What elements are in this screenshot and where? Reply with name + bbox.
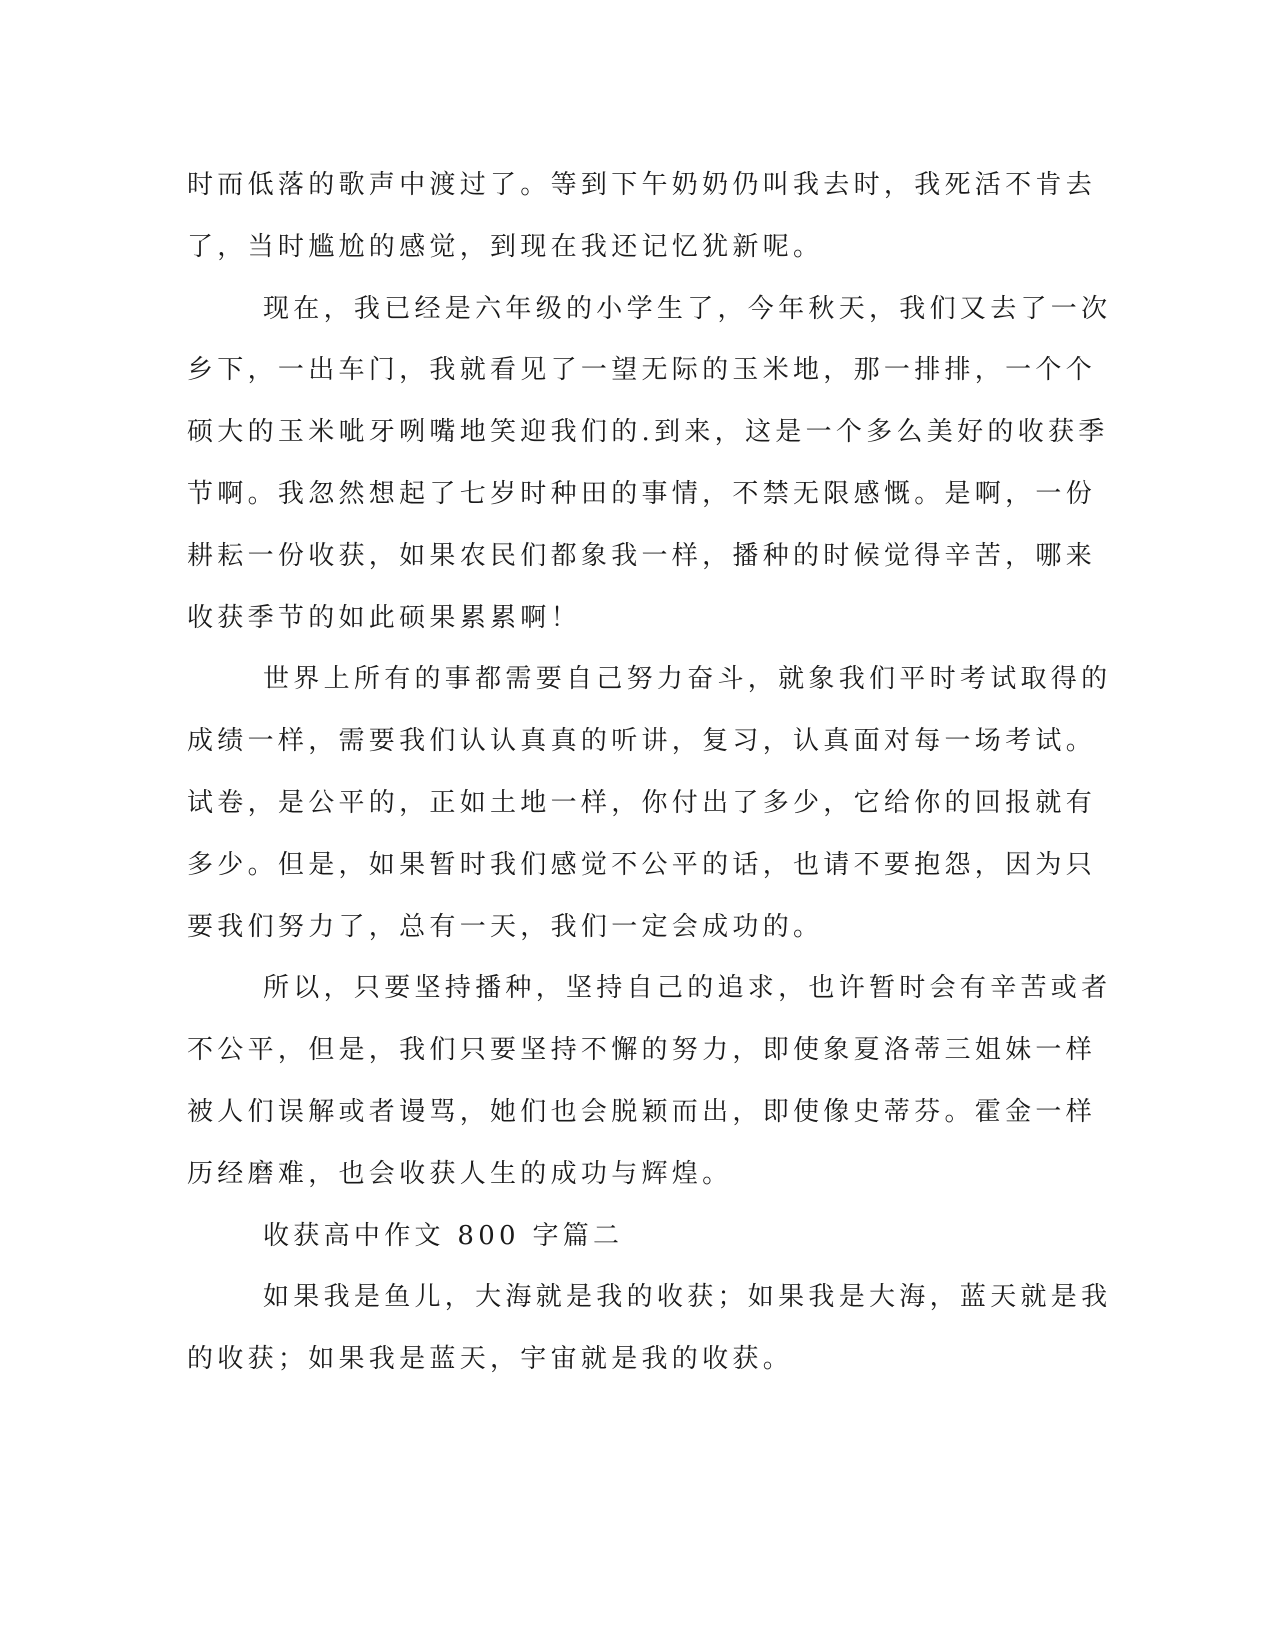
text-line: 现在，我已经是六年级的小学生了，今年秋天，我们又去了一次 [263,293,1112,324]
text-line: 的收获；如果我是蓝天，宇宙就是我的收获。 [187,1344,794,1375]
text-line: 乡下，一出车门，我就看见了一望无际的玉米地，那一排排，一个个 [187,355,1097,386]
document-body [187,155,1112,1391]
text-line: 试卷，是公平的，正如土地一样，你付出了多少，它给你的回报就有 [187,787,1097,818]
text-line: 硕大的玉米呲牙咧嘴地笑迎我们的.到来，这是一个多么美好的收获季 [187,417,1109,448]
text-line: 时而低落的歌声中渡过了。等到下午奶奶仍叫我去时，我死活不肯去 [187,170,1097,200]
text-line: 耕耘一份收获，如果农民们都象我一样，播种的时候觉得辛苦，哪来 [187,540,1097,571]
text-line: 不公平，但是，我们只要坚持不懈的努力，即使象夏洛蒂三姐妹一样 [187,1035,1097,1066]
text-line: 多少。但是，如果暂时我们感觉不公平的话，也请不要抱怨，因为只 [187,849,1097,880]
text-line: 成绩一样，需要我们认认真真的听讲，复习，认真面对每一场考试。 [187,726,1097,757]
text-line: 历经磨难，也会收获人生的成功与辉煌。 [187,1158,733,1189]
text-line: 收获高中作文 800 字篇二 [263,1220,624,1251]
text-line: 了，当时尴尬的感觉，到现在我还记忆犹新呢。 [187,231,824,262]
text-line: 所以，只要坚持播种，坚持自己的追求，也许暂时会有辛苦或者 [263,973,1112,1004]
text-line: 世界上所有的事都需要自己努力奋斗，就象我们平时考试取得的 [263,664,1112,695]
text-line: 收获季节的如此硕果累累啊！ [187,602,581,633]
text-line: 如果我是鱼儿，大海就是我的收获；如果我是大海，蓝天就是我 [263,1282,1112,1313]
text-line: 被人们误解或者谩骂，她们也会脱颖而出，即使像史蒂芬。霍金一样 [187,1096,1097,1127]
text-line: 节啊。我忽然想起了七岁时种田的事情，不禁无限感慨。是啊，一份 [187,478,1097,509]
text-line: 要我们努力了，总有一天，我们一定会成功的。 [187,911,824,942]
